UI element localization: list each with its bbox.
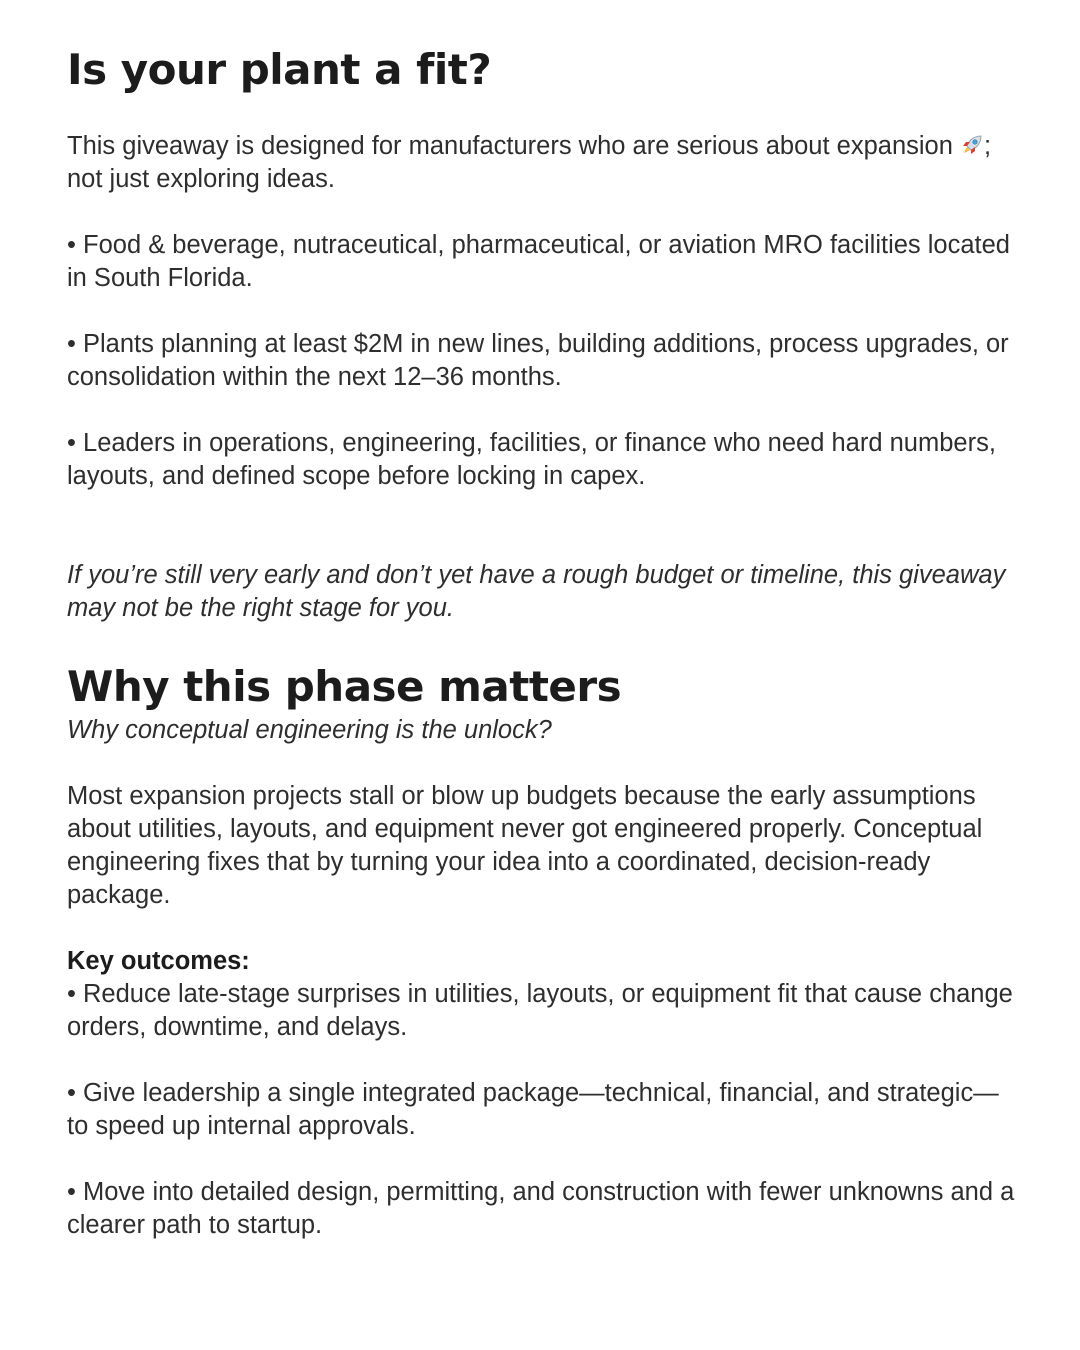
fit-heading: Is your plant a fit?	[67, 45, 492, 94]
fit-intro-after: ; not just exploring ideas.	[67, 132, 992, 193]
phase-heading: Why this phase matters	[67, 662, 622, 711]
outcome-1: • Reduce late-stage surprises in utilities, layouts, or equipment fit that cause change orders, downtime, and delays.	[67, 980, 1013, 1041]
phase-subheading: Why conceptual engineering is the unlock?	[67, 716, 552, 744]
fit-bullet-1: • Food & beverage, nutraceutical, pharmaceutical, or aviation MRO facilities located in South Florida.	[67, 231, 1010, 292]
outcome-3: • Move into detailed design, permitting, and construction with fewer unknowns and a clearer path to startup.	[67, 1178, 1015, 1239]
rocket-icon	[960, 133, 984, 157]
outcome-2: • Give leadership a single integrated package—technical, financial, and strategic—to speed up internal approvals.	[67, 1079, 999, 1140]
fit-note: If you’re still very early and don’t yet have a rough budget or timeline, this giveaway may not be the right stage for you.	[67, 561, 1006, 622]
outcomes-label: Key outcomes:	[67, 947, 250, 975]
fit-intro	[67, 130, 1017, 196]
phase-body: Most expansion projects stall or blow up budgets because the early assumptions about utilities, layouts, and equipment never got engineered properly. Conceptual engineering fixes that by turning your idea into a coordinated, decision-ready package.	[67, 782, 983, 909]
fit-intro-text: This giveaway is designed for manufacturers who are serious about expansion	[67, 132, 953, 160]
fit-bullet-3: • Leaders in operations, engineering, facilities, or finance who need hard numbers, layouts, and defined scope before locking in capex.	[67, 429, 996, 490]
fit-bullet-2: • Plants planning at least $2M in new lines, building additions, process upgrades, or consolidation within the next 12–36 months.	[67, 330, 1009, 391]
